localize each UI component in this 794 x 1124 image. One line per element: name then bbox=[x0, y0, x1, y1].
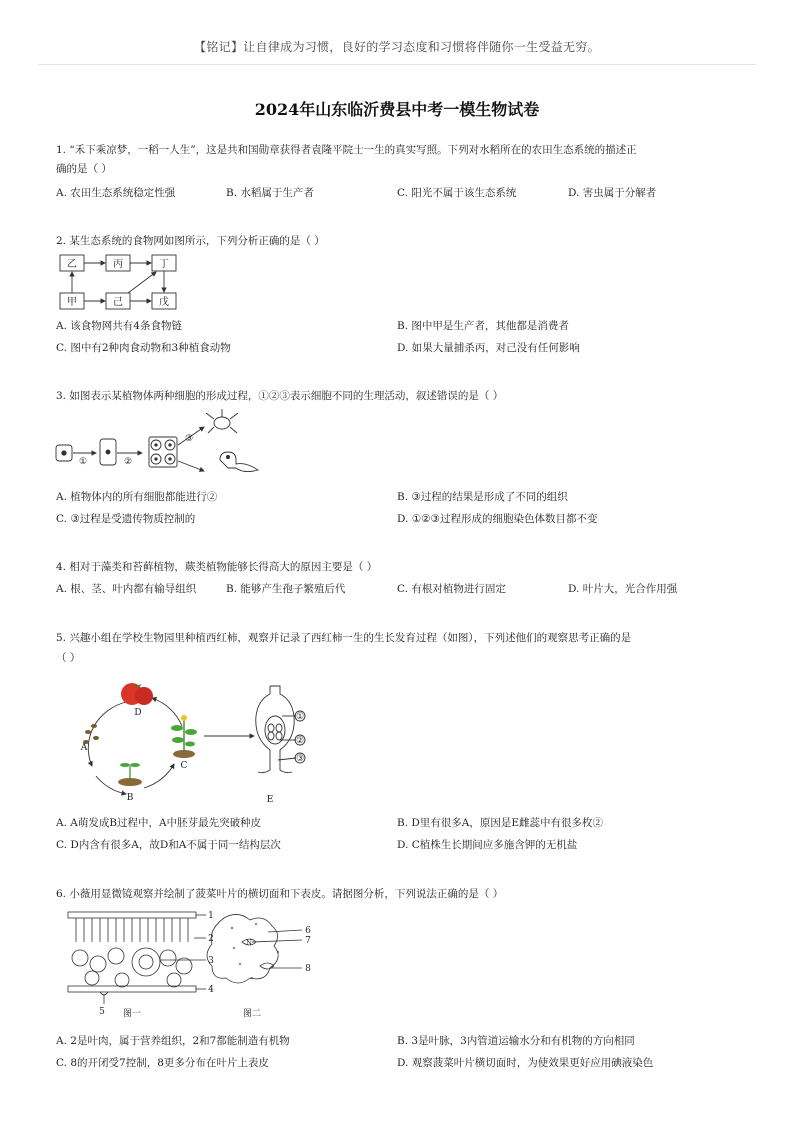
question-4-option-c[interactable]: C. 有根对植物进行固定 bbox=[397, 583, 506, 595]
label-A: A bbox=[80, 743, 88, 753]
question-5-option-b[interactable]: B. D里有很多A，原因是E雌蕊中有很多枚② bbox=[397, 817, 604, 829]
process-label-2: ② bbox=[123, 457, 133, 467]
question-3-option-c[interactable]: C. ③过程是受遗传物质控制的 bbox=[56, 513, 196, 525]
question-6-option-d[interactable]: D. 观察菠菜叶片横切面时，为使效果更好应用碘液染色 bbox=[397, 1057, 654, 1069]
question-4-stem: 4. 相对于藻类和苔藓植物，蕨类植物能够长得高大的原因主要是（ ） bbox=[56, 561, 378, 573]
leaf-section-diagram bbox=[56, 908, 326, 1020]
header-divider bbox=[38, 64, 756, 65]
label-B: B bbox=[126, 793, 134, 803]
question-6-option-b[interactable]: B. 3是叶脉，3内管道运输水分和有机物的方向相同 bbox=[397, 1035, 635, 1047]
label-2: 2 bbox=[208, 934, 214, 944]
process-label-1: ① bbox=[78, 457, 88, 467]
label-N: N bbox=[245, 939, 253, 947]
label-4: 4 bbox=[208, 985, 214, 995]
question-4-option-a[interactable]: A. 根、茎、叶内都有输导组织 bbox=[56, 583, 197, 595]
question-1-stem-line2: 确的是（ ） bbox=[56, 163, 112, 175]
label-3: ③ bbox=[295, 754, 305, 764]
question-6-option-c[interactable]: C. 8的开闭受7控制，8更多分布在叶片上表皮 bbox=[56, 1057, 269, 1069]
exam-title: 2024年山东临沂费县中考一模生物试卷 bbox=[254, 100, 540, 119]
node-wu: 戊 bbox=[159, 297, 169, 308]
question-5-option-c[interactable]: C. D内含有很多A，故D和A不属于同一结构层次 bbox=[56, 839, 281, 851]
tomato-plant-icon bbox=[171, 715, 197, 758]
node-ji: 己 bbox=[113, 297, 123, 308]
question-5-stem-line2: （ ） bbox=[56, 652, 81, 664]
label-E: E bbox=[266, 795, 274, 805]
header-motto: 【铭记】让自律成为习惯，良好的学习态度和习惯将伴随你一生受益无穷。 bbox=[194, 40, 600, 54]
tomato-fruit-icon bbox=[121, 683, 153, 705]
food-web-diagram bbox=[56, 252, 196, 314]
question-3-stem: 3. 如图表示某植物体两种细胞的形成过程，①②③表示细胞不同的生理活动，叙述错误的是（ ） bbox=[56, 390, 504, 402]
figure-caption-2: 图二 bbox=[242, 1009, 262, 1019]
node-jia: 甲 bbox=[67, 297, 77, 308]
question-5-option-a[interactable]: A. A萌发成B过程中，A中胚芽最先突破种皮 bbox=[56, 817, 262, 829]
question-1-option-c[interactable]: C. 阳光不属于该生态系统 bbox=[397, 187, 517, 199]
seedling-icon bbox=[118, 763, 142, 786]
question-4-option-d[interactable]: D. 叶片大，光合作用强 bbox=[568, 583, 678, 595]
question-1-option-b[interactable]: B. 水稻属于生产者 bbox=[226, 187, 314, 199]
figure-caption-1: 图一 bbox=[122, 1009, 142, 1019]
seeds-icon bbox=[83, 724, 99, 744]
label-7: 7 bbox=[305, 936, 311, 946]
tomato-lifecycle-diagram bbox=[74, 676, 330, 806]
question-3-option-b[interactable]: B. ③过程的结果是形成了不同的组织 bbox=[397, 491, 568, 503]
label-1: ① bbox=[295, 712, 305, 722]
question-1-option-a[interactable]: A. 农田生态系统稳定性强 bbox=[56, 187, 176, 199]
leaf-cross-section-icon bbox=[68, 912, 302, 1004]
question-2-option-d[interactable]: D. 如果大量捕杀丙，对己没有任何影响 bbox=[397, 342, 580, 354]
question-3-option-d[interactable]: D. ①②③过程形成的细胞染色体数目都不变 bbox=[397, 513, 598, 525]
label-D: D bbox=[134, 708, 142, 718]
question-2-option-a[interactable]: A. 该食物网共有4条食物链 bbox=[56, 320, 182, 332]
question-3-option-a[interactable]: A. 植物体内的所有细胞都能进行② bbox=[56, 491, 218, 503]
question-5-option-d[interactable]: D. C植株生长期间应多施含钾的无机盐 bbox=[397, 839, 578, 851]
label-3: 3 bbox=[208, 956, 214, 966]
question-1-stem-line1: 1. “禾下乘凉梦，一稻一人生”，这是共和国勋章获得者袁隆平院士一生的真实写照。下列对水稻所在的农田生态系统的描述正 bbox=[56, 144, 637, 156]
label-C: C bbox=[180, 761, 188, 771]
label-1: 1 bbox=[208, 911, 214, 921]
question-2-option-b[interactable]: B. 图中甲是生产者，其他都是消费者 bbox=[397, 320, 569, 332]
cell-formation-diagram bbox=[54, 405, 274, 477]
question-6-option-a[interactable]: A. 2是叶肉，属于营养组织，2和7都能制造有机物 bbox=[56, 1035, 290, 1047]
node-yi: 乙 bbox=[67, 259, 77, 270]
question-2-option-c[interactable]: C. 图中有2种肉食动物和3种植食动物 bbox=[56, 342, 231, 354]
node-ding: 丁 bbox=[159, 259, 169, 270]
process-label-3: ③ bbox=[184, 434, 194, 444]
question-1-option-d[interactable]: D. 害虫属于分解者 bbox=[568, 187, 657, 199]
label-8: 8 bbox=[305, 964, 311, 974]
question-2-stem: 2. 某生态系统的食物网如图所示，下列分析正确的是（ ） bbox=[56, 235, 325, 247]
question-6-stem: 6. 小薇用显微镜观察并绘制了菠菜叶片的横切面和下表皮。请据图分析，下列说法正确的是（ ） bbox=[56, 888, 504, 900]
label-5: 5 bbox=[99, 1007, 105, 1017]
label-6: 6 bbox=[305, 926, 311, 936]
node-bing: 丙 bbox=[113, 259, 123, 270]
label-2: ② bbox=[295, 736, 305, 746]
question-5-stem-line1: 5. 兴趣小组在学校生物园里种植西红柿，观察并记录了西红柿一生的生长发育过程（如图），下列述他们的观察思考正确的是 bbox=[56, 632, 632, 644]
question-4-option-b[interactable]: B. 能够产生孢子繁殖后代 bbox=[226, 583, 346, 595]
